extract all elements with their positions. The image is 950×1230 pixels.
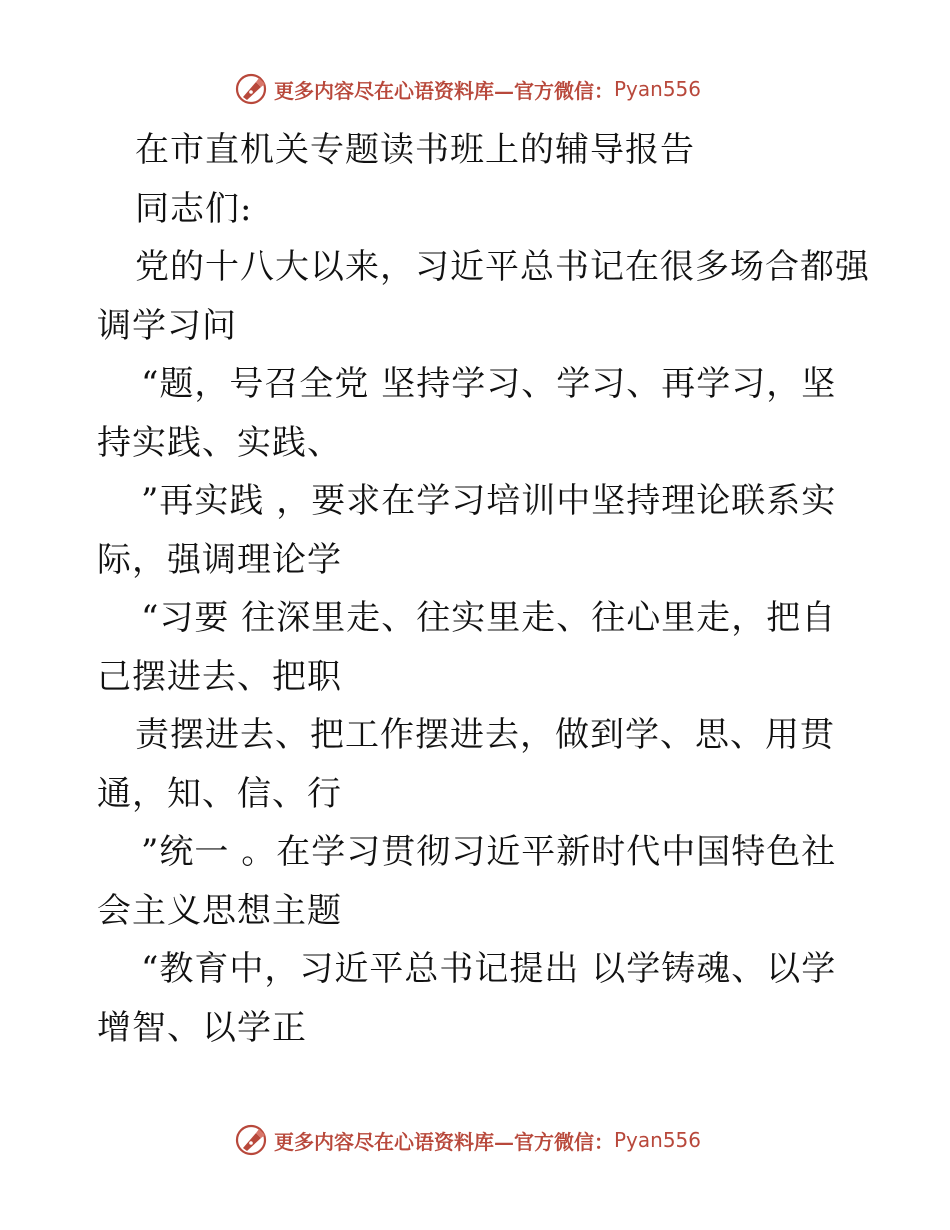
paragraph-line: 持实践、实践、	[97, 422, 342, 463]
paragraph-line: 会主义思想主题	[97, 890, 342, 931]
paragraph-line: 增智、以学正	[97, 1007, 307, 1048]
paragraph-line: 党的十八大以来，习近平总书记在很多场合都强	[135, 247, 870, 287]
pen-nib-logo-icon	[234, 1123, 270, 1157]
paragraph-line: 责摆进去、把工作摆进去，做到学、思、用贯	[135, 715, 835, 755]
wechat-id: Pyan556	[614, 77, 702, 101]
paragraph-line: “教育中，习近平总书记提出 以学铸魂、以学	[141, 949, 837, 989]
header-watermark-banner	[234, 72, 701, 106]
paragraph-line: ”再实践 ，要求在学习培训中坚持理论联系实	[141, 481, 837, 521]
document-body	[97, 121, 870, 1057]
paragraph-line: 际，强调理论学	[97, 539, 342, 580]
paragraph-line: “习要 往深里走、往实里走、往心里走，把自	[141, 598, 837, 638]
footer-watermark-banner	[234, 1123, 701, 1157]
paragraph-line: 己摆进去、把职	[97, 656, 342, 697]
paragraph-line: 通，知、信、行	[97, 773, 342, 814]
watermark-text: 更多内容尽在心语资料库—官方微信：	[274, 1129, 614, 1154]
paragraph-line: “题，号召全党 坚持学习、学习、再学习，坚	[141, 364, 837, 404]
pen-nib-logo-icon	[234, 72, 270, 106]
salutation: 同志们:	[135, 188, 253, 229]
document-title: 在市直机关专题读书班上的辅导报告	[135, 130, 695, 170]
watermark-text: 更多内容尽在心语资料库—官方微信：	[274, 78, 614, 103]
paragraph-line: 调学习问	[97, 305, 237, 346]
paragraph-line: ”统一 。在学习贯彻习近平新时代中国特色社	[141, 832, 837, 872]
wechat-id: Pyan556	[614, 1128, 702, 1152]
